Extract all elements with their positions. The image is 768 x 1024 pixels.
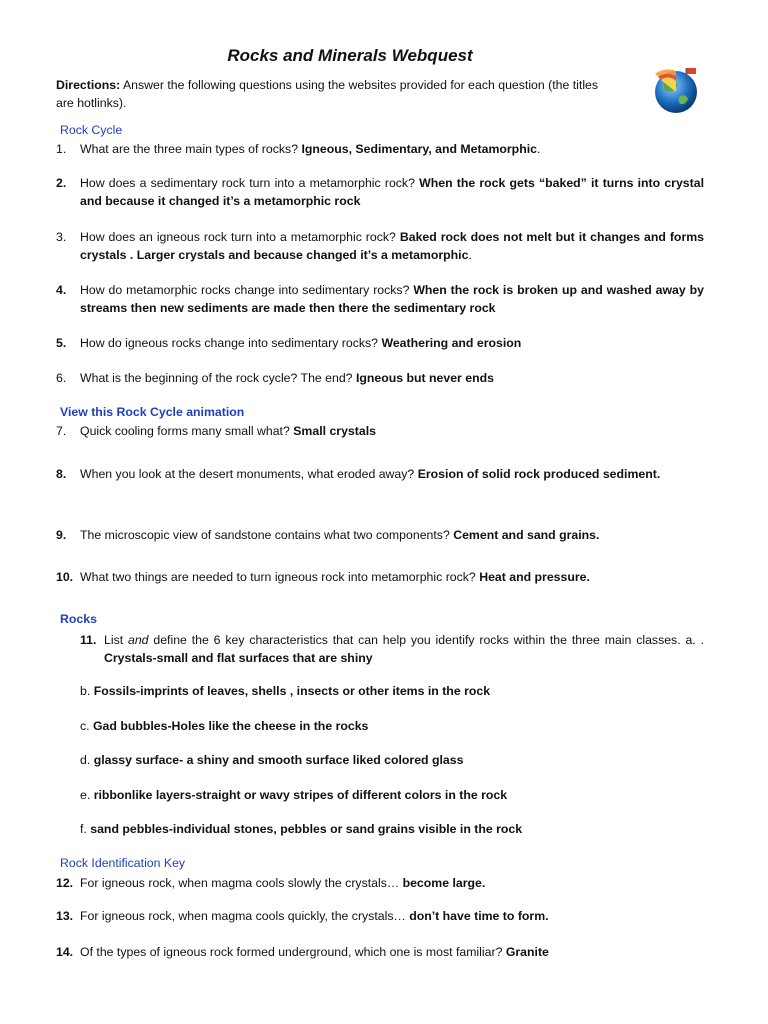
question-13 [56, 908, 704, 926]
section-rocks-link[interactable]: Rocks [60, 612, 97, 626]
characteristic-letter: d. [80, 753, 94, 767]
question-4 [56, 282, 704, 318]
answer-text: become large. [402, 876, 486, 890]
page-title: Rocks and Minerals Webquest [227, 46, 473, 65]
characteristic-letter: e. [80, 788, 94, 802]
question-emphasis: and [127, 633, 149, 647]
characteristic-text: ribbonlike layers-straight or wavy stripes of different colors in the rock [93, 788, 508, 802]
question-text: How does a sedimentary rock turn into a metamorphic rock? [80, 176, 420, 190]
characteristic-d [80, 752, 700, 770]
question-8 [56, 466, 704, 484]
question-text: When you look at the desert monuments, what eroded away? [80, 467, 418, 481]
question-text: How does an igneous rock turn into a metamorphic rock? [80, 230, 400, 244]
characteristic-text: Gad bubbles-Holes like the cheese in the rocks [92, 719, 369, 733]
question-3 [56, 229, 704, 265]
characteristic-b [80, 683, 700, 701]
question-number: 8. [56, 467, 67, 481]
characteristic-text: glassy surface- a shiny and smooth surface liked colored glass [93, 753, 464, 767]
question-text: List [104, 633, 128, 647]
answer-text: Igneous but never ends [355, 371, 494, 385]
question-number: 9. [56, 528, 67, 542]
answer-text: Heat and pressure. [479, 570, 590, 584]
question-number: 1. [56, 142, 67, 156]
question-12 [56, 875, 704, 893]
answer-text: don’t have time to form. [409, 909, 549, 923]
question-number: 6. [56, 371, 67, 385]
question-number: 10. [56, 570, 74, 584]
question-text: What two things are needed to turn igneous rock into metamorphic rock? [80, 570, 480, 584]
question-number: 3. [56, 230, 67, 244]
question-text: How do igneous rocks change into sedimentary rocks? [80, 336, 382, 350]
answer-text: Granite [505, 945, 549, 959]
question-number: 7. [56, 424, 67, 438]
answer-text: Small crystals [293, 424, 376, 438]
answer-text: When the rock gets “baked” it turns into crystal and because it changed it’s a metamorphic rock [80, 176, 704, 208]
characteristic-text: Fossils-imprints of leaves, shells , insects or other items in the rock [93, 684, 491, 698]
question-2 [56, 175, 704, 211]
question-text: Of the types of igneous rock formed underground, which one is most familiar? [80, 945, 506, 959]
question-text: The microscopic view of sandstone contains what two components? [80, 528, 454, 542]
question-10 [56, 569, 704, 587]
question-number: 14. [56, 945, 74, 959]
directions-text: Answer the following questions using the websites provided for each question (the titles are hotlinks). [56, 78, 599, 110]
question-number: 12. [56, 876, 74, 890]
characteristic-f [80, 821, 700, 839]
question-number: 4. [56, 283, 67, 297]
question-text: What is the beginning of the rock cycle? The end? [80, 371, 356, 385]
question-14 [56, 944, 704, 962]
question-text: Quick cooling forms many small what? [80, 424, 294, 438]
answer-tail: . [468, 247, 472, 262]
characteristic-text: sand pebbles-individual stones, pebbles or sand grains visible in the rock [90, 822, 523, 836]
question-11 [80, 632, 704, 668]
question-number: 5. [56, 336, 67, 350]
question-1 [56, 141, 704, 159]
question-9 [56, 527, 704, 545]
question-text: How do metamorphic rocks change into sedimentary rocks? [80, 283, 414, 297]
answer-text: Weathering and erosion [381, 336, 522, 350]
answer-text: Igneous, Sedimentary, and Metamorphic [301, 142, 537, 156]
question-text-cont: define the 6 key characteristics that can help you identify rocks within the three main classes. a. . [148, 633, 704, 647]
characteristic-letter: f. [80, 822, 91, 836]
question-text: For igneous rock, when magma cools quickly, the crystals… [80, 909, 410, 923]
answer-tail: . [536, 142, 541, 156]
directions-label: Directions: [56, 78, 121, 92]
question-number: 2. [56, 176, 67, 190]
question-number: 13. [56, 909, 74, 923]
characteristic-letter: b. [80, 684, 94, 698]
question-5 [56, 335, 704, 353]
characteristic-c [80, 718, 700, 736]
characteristic-letter: c. [80, 719, 93, 733]
globe-icon [646, 62, 700, 116]
section-key-link[interactable]: Rock Identification Key [60, 856, 186, 870]
question-7 [56, 423, 704, 441]
question-number: 11. [80, 633, 97, 647]
answer-text: Cement and sand grains. [453, 528, 600, 542]
answer-text: Baked rock does not melt but it changes and forms crystals . Larger crystals and because changed it’s a metamorphic [80, 230, 705, 262]
answer-text: Crystals-small and flat surfaces that are shiny [104, 650, 373, 665]
question-text: What are the three main types of rocks? [80, 142, 302, 156]
answer-text: Erosion of solid rock produced sediment. [417, 467, 661, 481]
question-6 [56, 370, 704, 388]
question-text: For igneous rock, when magma cools slowly the crystals… [80, 876, 403, 890]
characteristic-e [80, 787, 700, 805]
answer-text: When the rock is broken up and washed away by streams then new sediments are made then there the sedimentary rock [80, 283, 704, 315]
directions [56, 77, 616, 113]
section-animation-link[interactable]: View this Rock Cycle animation [60, 405, 245, 419]
section-rock-cycle-link[interactable]: Rock Cycle [60, 123, 123, 137]
